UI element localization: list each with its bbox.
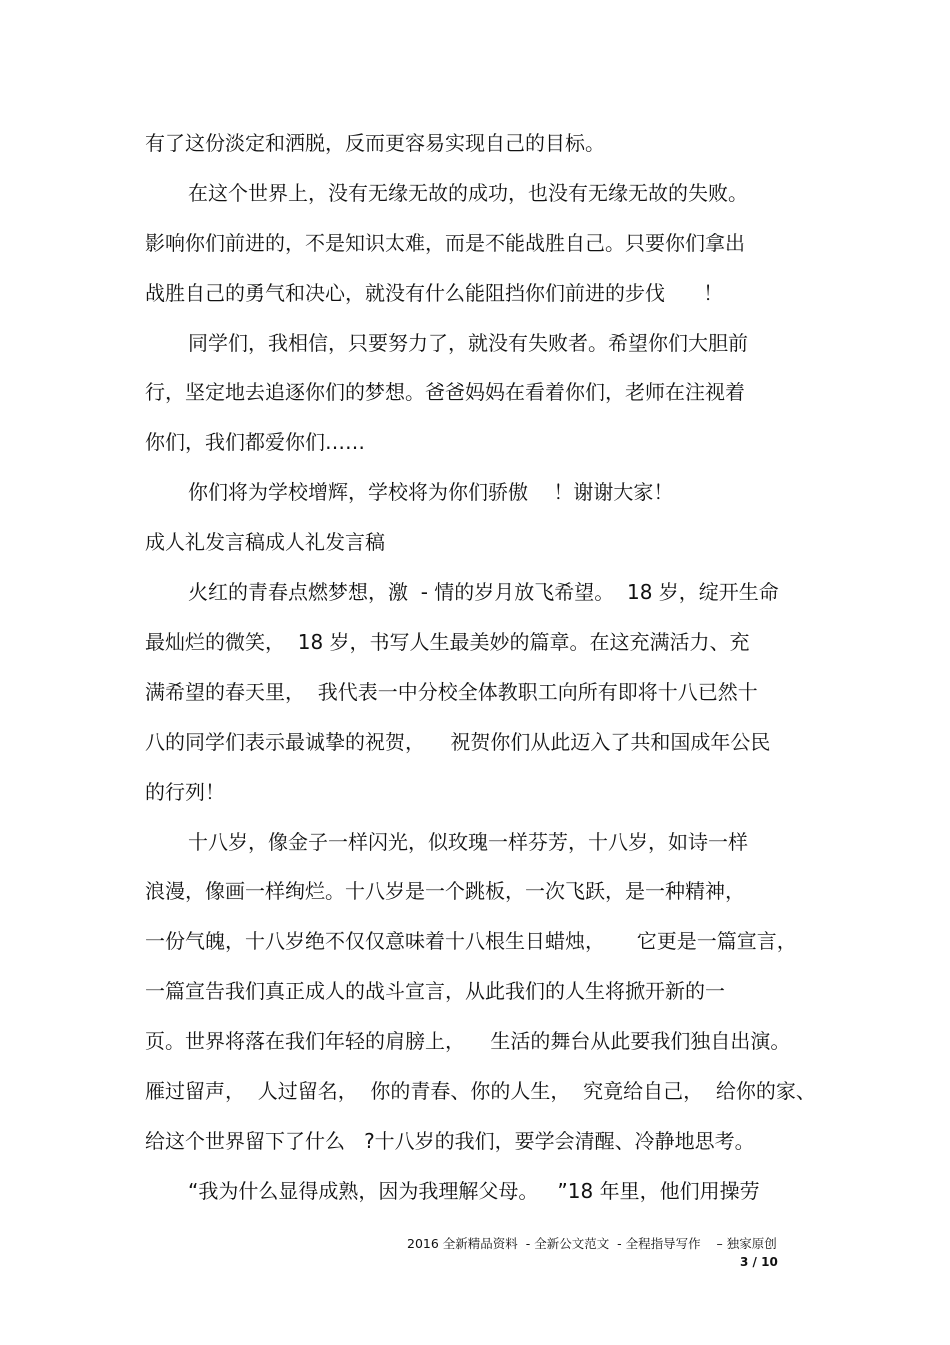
text-line: 八的同学们表示最诚挚的祝贺， 祝贺你们从此迈入了共和国成年公民 xyxy=(145,730,771,754)
text-line: 战胜自己的勇气和决心，就没有什么能阻挡你们前进的步伐 ！ xyxy=(145,281,724,305)
section-heading: 成人礼发言稿成人礼发言稿 xyxy=(145,530,385,554)
text-line: 浪漫，像画一样绚烂。十八岁是一个跳板，一次飞跃，是一种精神， xyxy=(145,879,745,903)
text-line: 在这个世界上，没有无缘无故的成功，也没有无缘无故的失败。 xyxy=(188,181,748,205)
text-line: “我为什么显得成熟，因为我理解父母。 ”18 年里，他们用操劳 xyxy=(188,1179,760,1203)
text-line: 影响你们前进的，不是知识太难，而是不能战胜自己。只要你们拿出 xyxy=(145,231,745,255)
text-line: 火红的青春点燃梦想，激 - 情的岁月放飞希望。 18 岁，绽开生命 xyxy=(188,580,779,604)
text-line: 页。世界将落在我们年轻的肩膀上， 生活的舞台从此要我们独自出演。 xyxy=(145,1029,791,1053)
text-line: 最灿烂的微笑， 18 岁，书写人生最美妙的篇章。在这充满活力、充 xyxy=(145,630,750,654)
text-line: 雁过留声， 人过留名， 你的青春、你的人生， 究竟给自己， 给你的家、 xyxy=(145,1079,816,1103)
page-number: 3 / 10 xyxy=(740,1255,778,1269)
text-line: 你们，我们都爱你们…… xyxy=(145,430,365,454)
text-line: 一份气魄，十八岁绝不仅仅意味着十八根生日蜡烛， 它更是一篇宣言， xyxy=(145,929,797,953)
text-line: 一篇宣告我们真正成人的战斗宣言，从此我们的人生将掀开新的一 xyxy=(145,979,725,1003)
text-line: 你们将为学校增辉，学校将为你们骄傲 ！谢谢大家！ xyxy=(188,480,674,504)
text-line: 行，坚定地去追逐你们的梦想。爸爸妈妈在看着你们，老师在注视着 xyxy=(145,380,745,404)
footer-text: 2016 全新精品资料 - 全新公文范文 - 全程指导写作 – 独家原创 xyxy=(407,1236,777,1251)
text-line: 的行列！ xyxy=(145,780,225,804)
text-line: 给这个世界留下了什么 ?十八岁的我们，要学会清醒、冷静地思考。 xyxy=(145,1129,755,1153)
text-line: 满希望的春天里， 我代表一中分校全体教职工向所有即将十八已然十 xyxy=(145,680,758,704)
text-line: 十八岁，像金子一样闪光，似玫瑰一样芬芳，十八岁，如诗一样 xyxy=(188,830,748,854)
text-line: 同学们，我相信，只要努力了，就没有失败者。希望你们大胆前 xyxy=(188,331,748,355)
text-line: 有了这份淡定和洒脱，反而更容易实现自己的目标。 xyxy=(145,131,605,155)
